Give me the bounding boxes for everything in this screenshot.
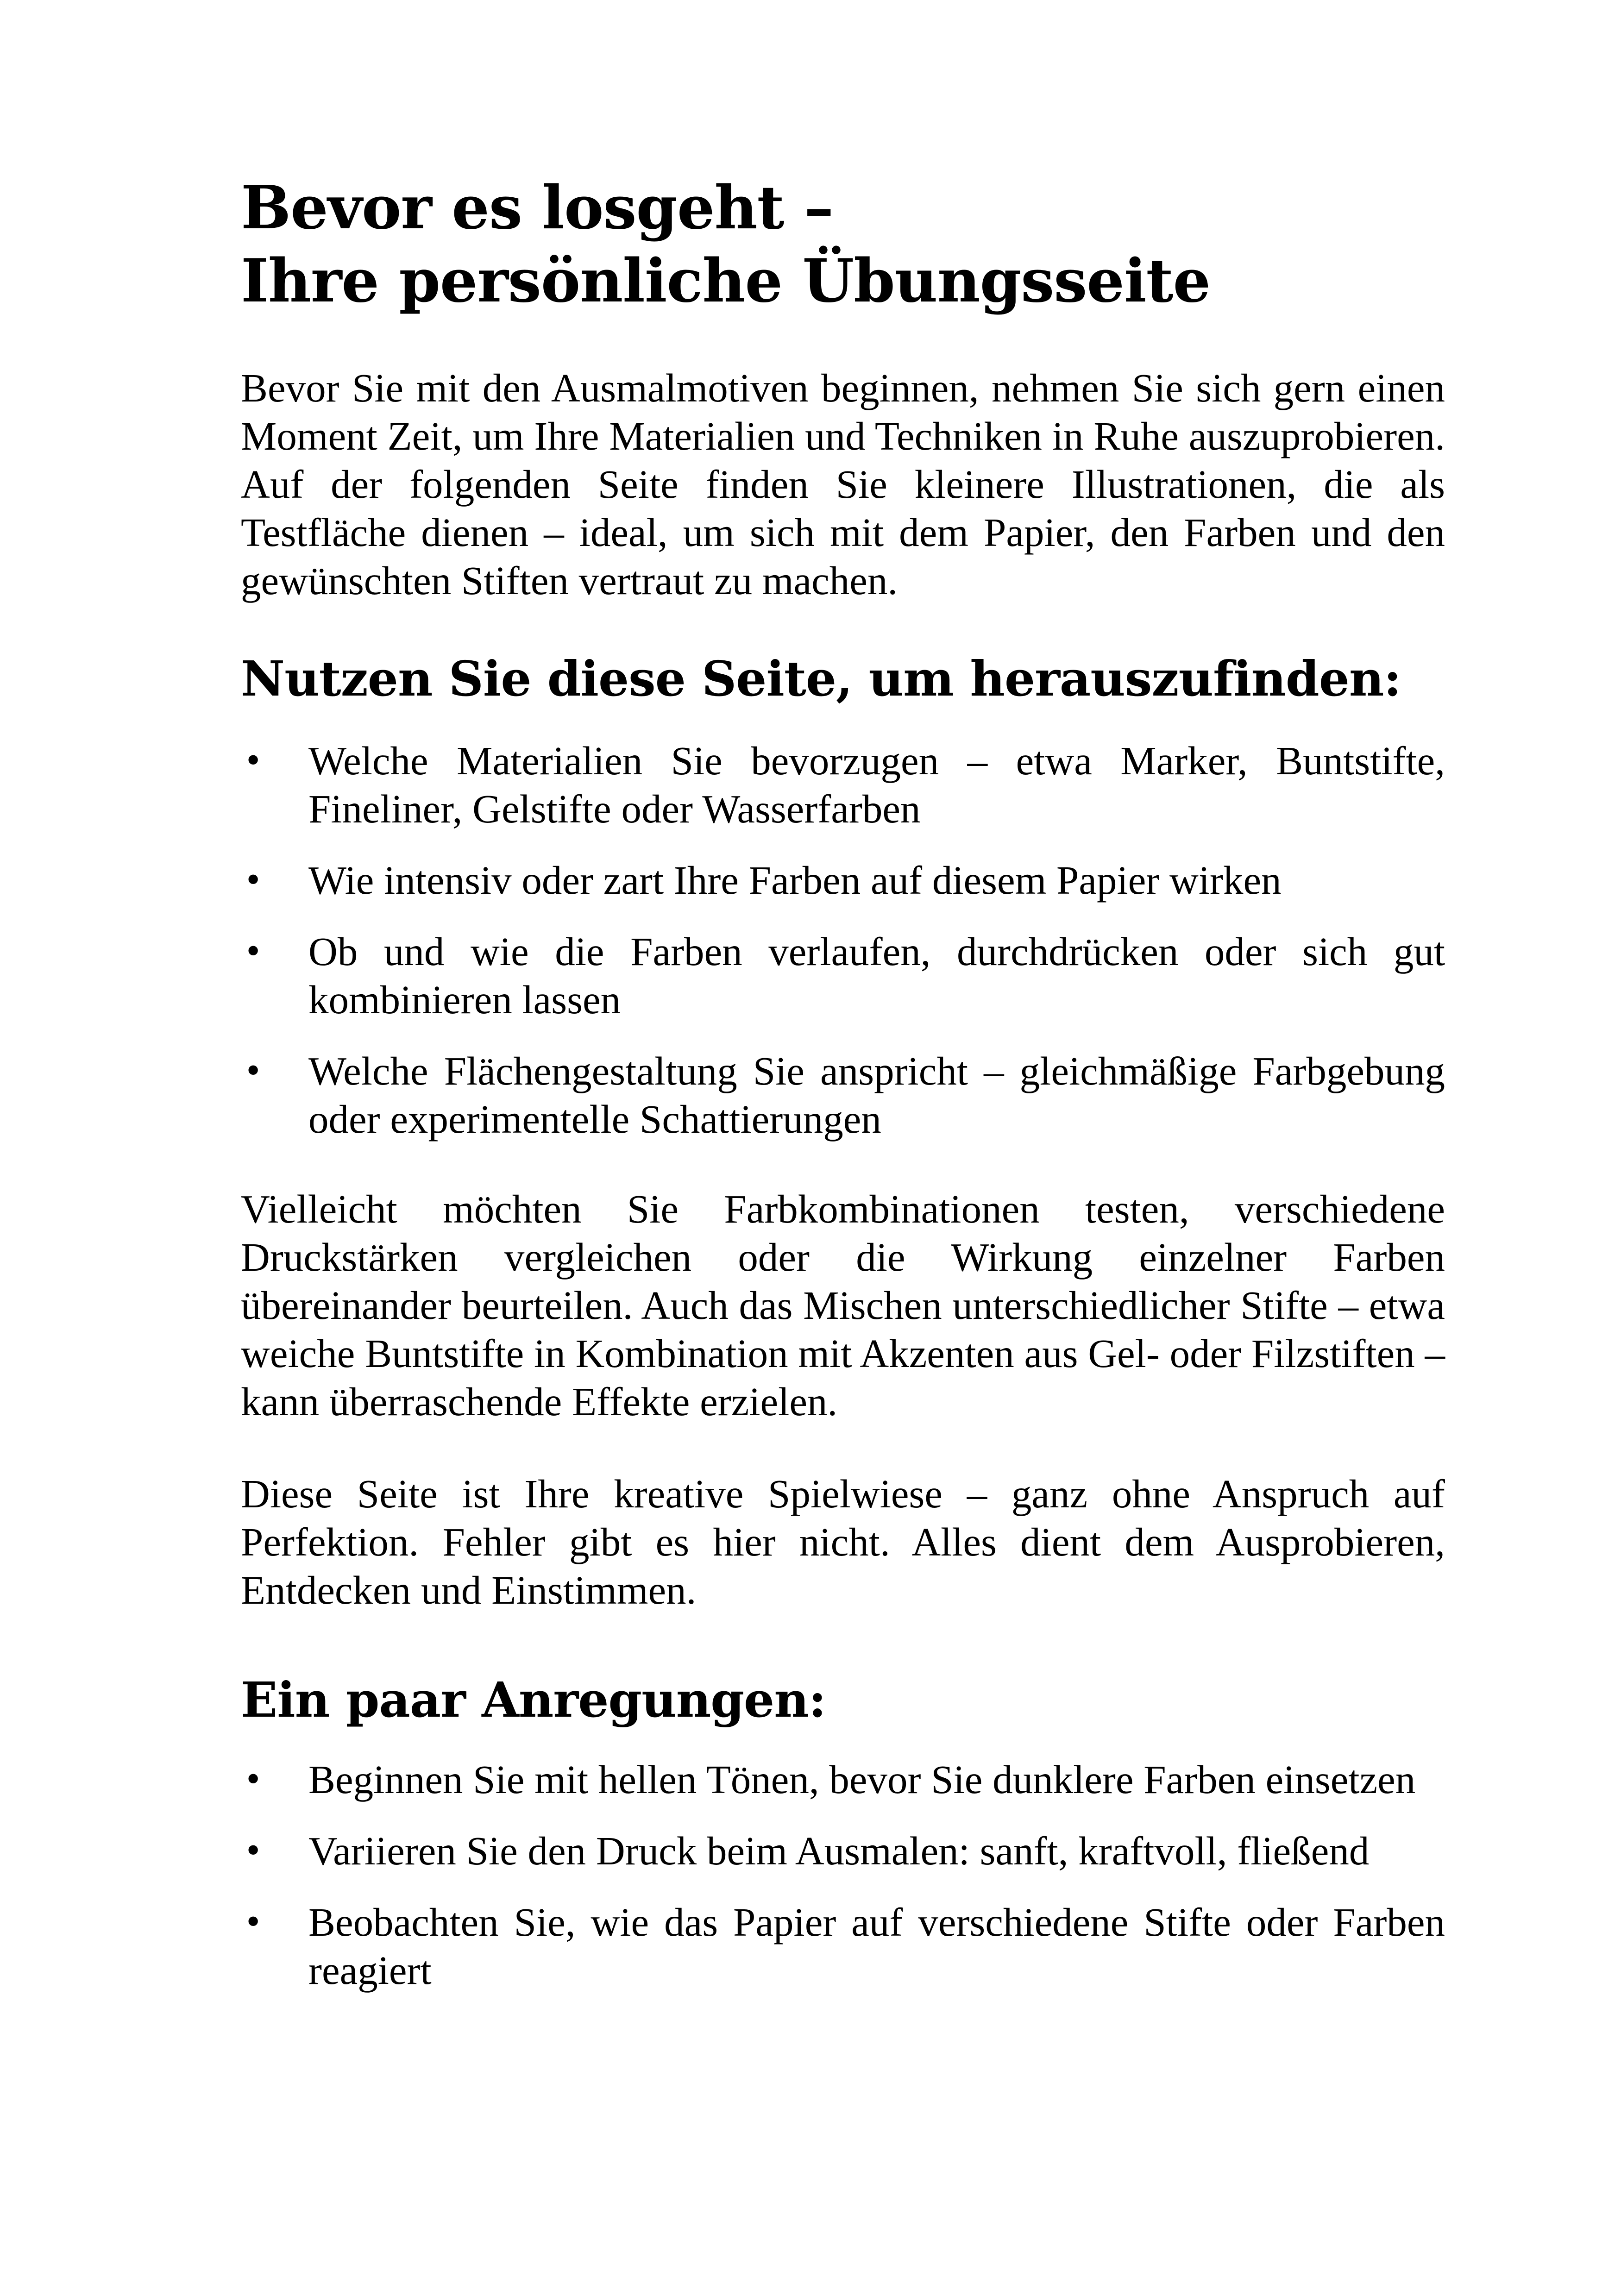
bullet-icon: • — [244, 1832, 263, 1870]
list-item — [241, 856, 1445, 904]
bullet-icon: • — [244, 933, 263, 971]
use-list — [241, 737, 1445, 1143]
list-item-text: Welche Flächengestaltung Sie anspricht – gleichmäßige Farbgebung oder experimentelle Schattierungen — [308, 1048, 1445, 1142]
list-item — [241, 737, 1445, 833]
page-title — [241, 171, 1445, 318]
bullet-icon: • — [244, 1761, 263, 1799]
body-paragraph-3: Diese Seite ist Ihre kreative Spielwiese – ganz ohne Anspruch auf Perfektion. Fehler gibt es hier nicht. Alles dient dem Ausprobieren, Entdecken und Einstimmen. — [241, 1471, 1445, 1612]
list-item-text: Beobachten Sie, wie das Papier auf verschiedene Stifte oder Farben reagiert — [308, 1900, 1445, 1993]
section-heading-tips: Ein paar Anregungen: — [241, 1671, 826, 1728]
bullet-icon: • — [244, 1052, 263, 1090]
page-content — [241, 171, 1445, 2018]
intro-paragraph: Bevor Sie mit den Ausmalmotiven beginnen, nehmen Sie sich gern einen Moment Zeit, um Ihre Materialien und Techniken in Ruhe auszuprobieren. Auf der folgenden Seite finden Sie kleinere Illustrationen, die als Testfläche dienen – ideal, um sich mit dem Papier, den Farben und den gewünschten Stiften vertraut zu machen. — [241, 365, 1445, 603]
section-heading-use: Nutzen Sie diese Seite, um herauszufinden: — [241, 650, 1401, 707]
bullet-icon: • — [244, 742, 263, 780]
list-item-text: Wie intensiv oder zart Ihre Farben auf diesem Papier wirken — [308, 858, 1282, 903]
list-item — [241, 928, 1445, 1024]
list-item — [241, 1898, 1445, 1995]
list-item-text: Ob und wie die Farben verlaufen, durchdrücken oder sich gut kombinieren lassen — [308, 929, 1445, 1022]
list-item-text: Variieren Sie den Druck beim Ausmalen: sanft, kraftvoll, fließend — [308, 1828, 1370, 1873]
list-item-text: Welche Materialien Sie bevorzugen – etwa Marker, Buntstifte, Fineliner, Gelstifte oder Wasserfarben — [308, 738, 1445, 831]
bullet-icon: • — [244, 1903, 263, 1941]
list-item — [241, 1756, 1445, 1804]
page-title-line-1: Bevor es losgeht – — [241, 173, 834, 243]
list-item — [241, 1827, 1445, 1875]
body-paragraph-2: Vielleicht möchten Sie Farbkombinationen testen, verschiedene Druckstärken vergleichen oder die Wirkung einzelner Farben übereinander beurteilen. Auch das Mischen unterschiedlicher Stifte – etwa weiche Buntstifte in Kombination mit Akzenten aus Gel- oder Filzstiften – kann überraschende Effekte erzielen. — [241, 1186, 1445, 1424]
bullet-icon: • — [244, 861, 263, 899]
page-title-line-2: Ihre persönliche Übungsseite — [241, 246, 1210, 316]
tips-list — [241, 1756, 1445, 1995]
list-item — [241, 1047, 1445, 1143]
list-item-text: Beginnen Sie mit hellen Tönen, bevor Sie dunklere Farben einsetzen — [308, 1757, 1416, 1802]
